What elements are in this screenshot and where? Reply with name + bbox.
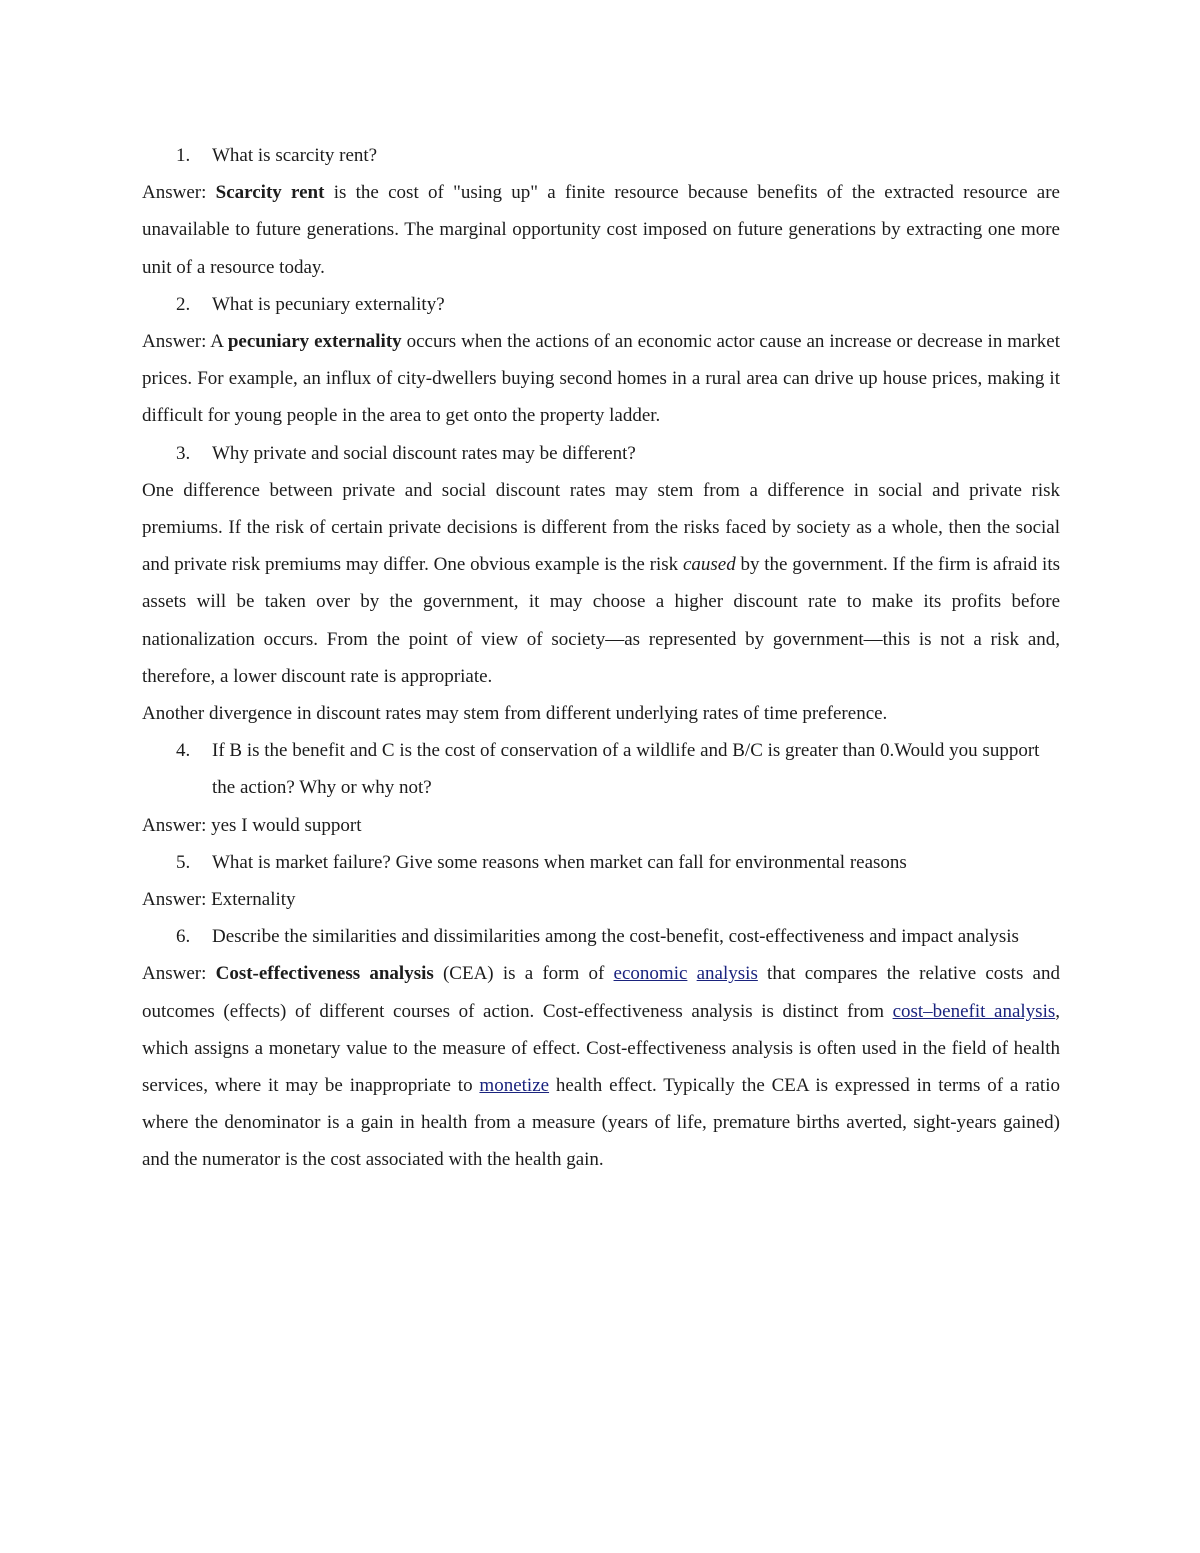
term-cost-effectiveness-analysis: Cost-effectiveness analysis bbox=[215, 963, 434, 985]
question-1 bbox=[142, 137, 1060, 174]
question-number: 6. bbox=[176, 926, 191, 948]
question-5 bbox=[142, 844, 1060, 881]
answer-2: Answer: A pecuniary externality occurs when the actions of an economic actor cause an increase or decrease in market prices. For example, an influx of city-dwellers buying second homes in a rural area can drive up house prices, making it difficult for young people in the area to get onto the property ladder. bbox=[142, 331, 1061, 427]
answer-6: Answer: Cost-effectiveness analysis (CEA) is a form of economic analysis that compares the relative costs and outcomes (effects) of different courses of action. Cost-effectiveness analysis is distinct from cost–benefit analysis, which assigns a monetary value to the measure of effect. Cost-effectiveness analysis is often used in the field of health services, where it may be inappropriate to monetize health effect. Typically the CEA is expressed in terms of a ratio where the denominator is a gain in health from a measure (years of life, premature births averted, sight-years gained) and the numerator is the cost associated with the health gain. bbox=[142, 963, 1060, 1171]
question-6 bbox=[142, 918, 1060, 955]
question-number: 1. bbox=[176, 145, 191, 166]
answer-1: Answer: Scarcity rent is the cost of "using up" a finite resource because benefits of the extracted resource are unavailable to future generations. The marginal opportunity cost imposed on future generations by extracting one more unit of a resource today. bbox=[142, 182, 1060, 278]
question-text: If B is the benefit and C is the cost of conservation of a wildlife and B/C is greater than 0.Would you support the action? Why or why not? bbox=[212, 740, 1040, 799]
question-3 bbox=[142, 435, 1060, 472]
link-analysis[interactable]: analysis bbox=[696, 963, 758, 985]
question-text: Why private and social discount rates may be different? bbox=[212, 442, 636, 464]
link-economic[interactable]: economic bbox=[613, 963, 688, 985]
document-page bbox=[142, 137, 1060, 1179]
question-2 bbox=[142, 286, 1060, 323]
question-number: 4. bbox=[176, 740, 191, 762]
question-4 bbox=[142, 732, 1060, 806]
emphasis-caused: caused bbox=[682, 554, 736, 576]
question-number: 3. bbox=[176, 442, 191, 464]
answer-5: Answer: Externality bbox=[142, 889, 296, 911]
question-number: 2. bbox=[176, 293, 191, 315]
answer-4: Answer: yes I would support bbox=[142, 814, 362, 836]
question-text: What is market failure? Give some reasons when market can fall for environmental reasons bbox=[212, 851, 907, 873]
answer-3: One difference between private and social discount rates may stem from a difference in social and private risk premiums. If the risk of certain private decisions is different from the risks faced by society as a whole, then the social and private risk premiums may differ. One obvious example is the risk caused by the government. If the firm is afraid its assets will be taken over by the government, it may choose a higher discount rate to make its profits before nationalization occurs. From the point of view of society—as represented by government—this is not a risk and, therefore, a lower discount rate is appropriate. bbox=[142, 479, 1060, 687]
link-monetize[interactable]: monetize bbox=[479, 1075, 550, 1097]
answer-3-paragraph-2: Another divergence in discount rates may stem from different underlying rates of time preference. bbox=[142, 703, 888, 725]
question-text: What is pecuniary externality? bbox=[212, 293, 445, 315]
question-number: 5. bbox=[176, 851, 191, 873]
term-scarcity-rent: Scarcity rent bbox=[215, 182, 325, 204]
term-pecuniary-externality: pecuniary externality bbox=[227, 331, 402, 353]
question-text: What is scarcity rent? bbox=[212, 145, 378, 166]
link-cost-benefit-analysis[interactable]: cost–benefit analysis bbox=[892, 1000, 1056, 1022]
question-text: Describe the similarities and dissimilarities among the cost-benefit, cost-effectiveness and impact analysis bbox=[212, 926, 1019, 948]
